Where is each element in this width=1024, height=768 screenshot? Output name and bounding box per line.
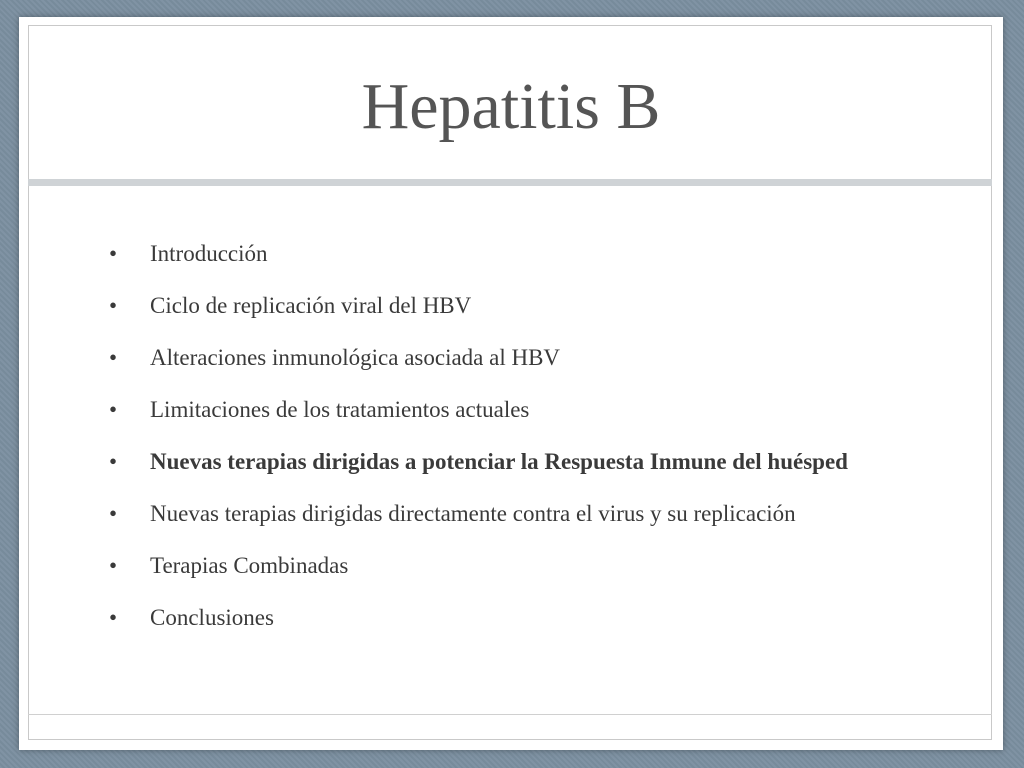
bullet-dot-icon: • [109,553,118,578]
bullet-item-terapias-virus [109,499,969,551]
bullet-text: Nuevas terapias dirigidas directamente contra el virus y su replicación [150,501,796,526]
bullet-item-limitaciones [109,395,969,447]
slide [19,17,1003,750]
bullet-text: Nuevas terapias dirigidas a potenciar la Respuesta Inmune del huésped [150,449,848,474]
bullet-text: Terapias Combinadas [150,553,349,578]
bullet-text: Introducción [150,241,268,266]
bullet-dot-icon: • [109,397,118,422]
bullet-dot-icon: • [109,293,118,318]
bullet-item-terapias-inmune [109,447,969,499]
bullet-dot-icon: • [109,449,118,474]
bullet-dot-icon: • [109,501,118,526]
bullet-text: Limitaciones de los tratamientos actuales [150,397,530,422]
bullet-list [109,239,969,655]
slide-title: Hepatitis B [361,70,661,143]
bullet-dot-icon: • [109,605,118,630]
bullet-dot-icon: • [109,345,118,370]
title-divider [28,179,992,186]
bullet-text: Alteraciones inmunológica asociada al HBV [150,345,561,370]
bullet-item-introduccion [109,239,969,291]
bullet-text: Conclusiones [150,605,274,630]
bullet-item-ciclo-replicacion [109,291,969,343]
bullet-item-conclusiones [109,603,969,655]
bullet-dot-icon: • [109,241,118,266]
bullet-item-terapias-combinadas [109,551,969,603]
bullet-item-alteraciones [109,343,969,395]
footer-divider [28,714,992,715]
bullet-text: Ciclo de replicación viral del HBV [150,293,472,318]
